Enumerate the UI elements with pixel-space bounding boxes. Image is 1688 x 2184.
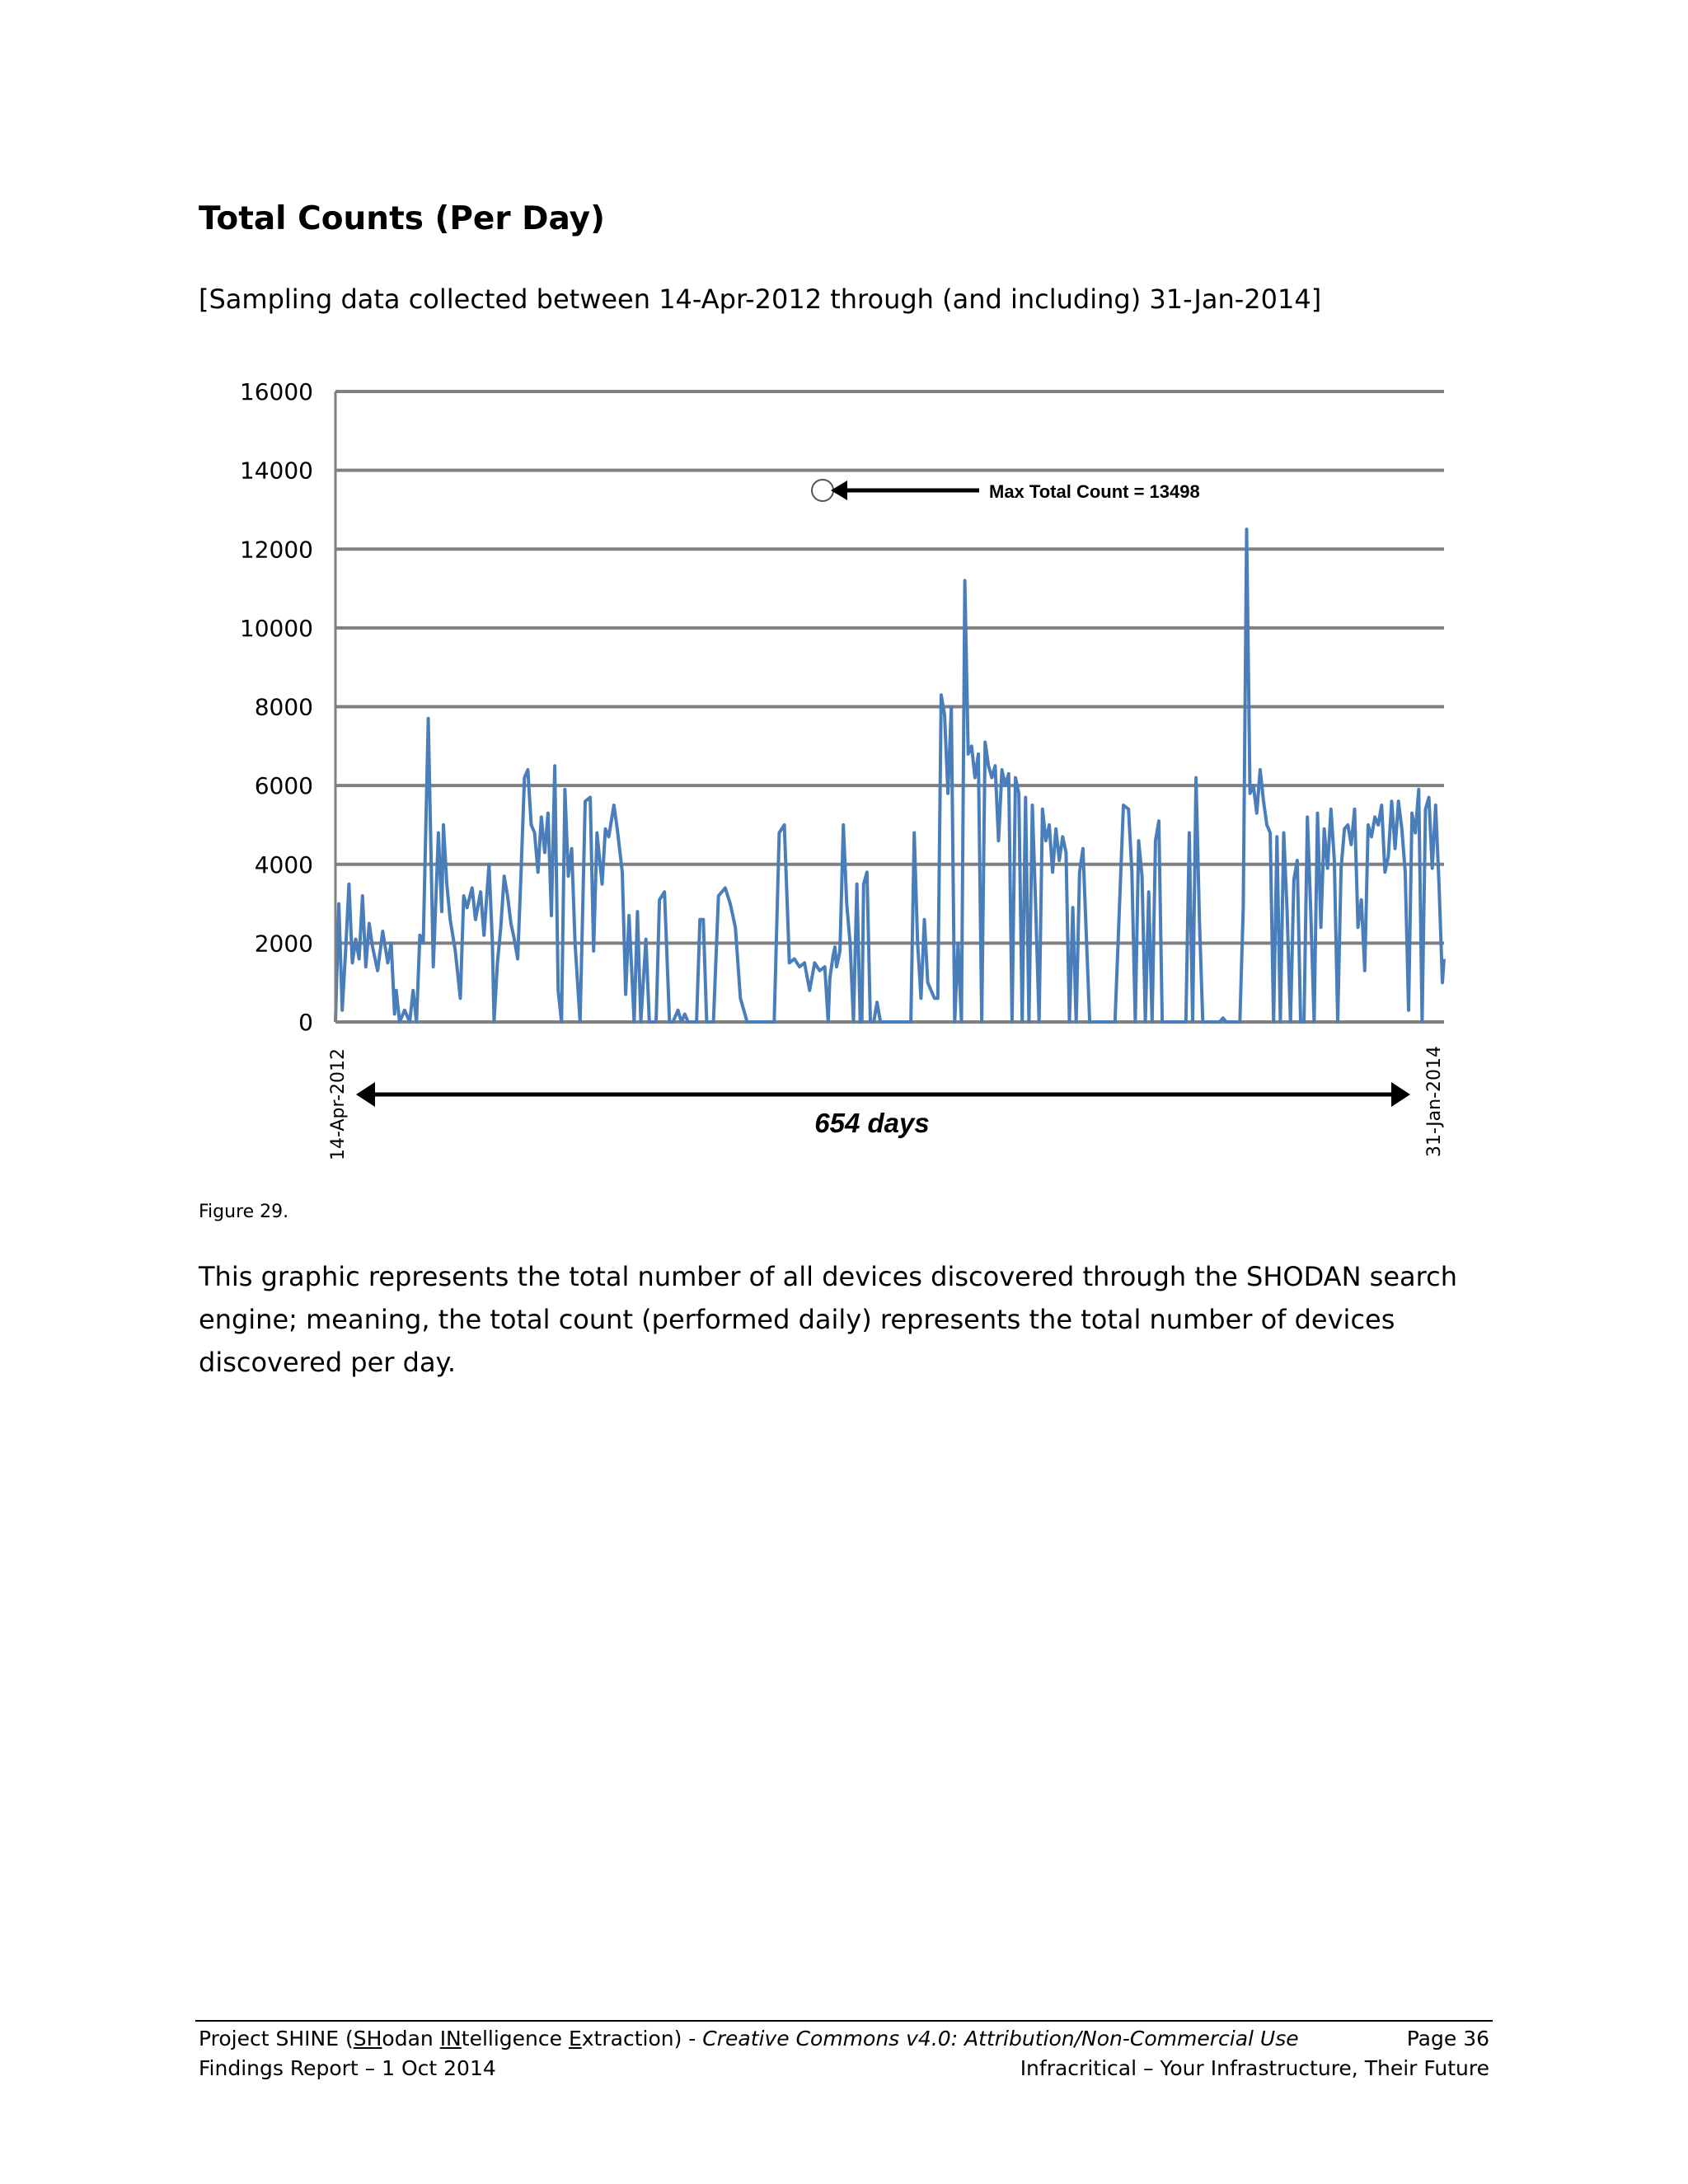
footer-report-date: Findings Report – 1 Oct 2014	[199, 2056, 496, 2080]
y-tick-label: 16000	[239, 378, 313, 405]
footer-page-number: Page 36	[1406, 2027, 1489, 2050]
span-arrowhead-left	[356, 1082, 375, 1107]
y-tick-label: 14000	[239, 457, 313, 485]
y-tick-label: 2000	[254, 930, 313, 958]
y-tick-label: 0	[298, 1009, 313, 1036]
footer-tagline: Infracritical – Your Infrastructure, Their Future	[1020, 2056, 1489, 2080]
y-tick-label: 8000	[254, 693, 313, 721]
footer-project-title: Project SHINE (SHodan INtelligence Extraction) - Creative Commons v4.0: Attribution/Non-Commercial Use	[199, 2027, 1299, 2050]
y-tick-label: 12000	[239, 536, 313, 564]
y-tick-label: 4000	[254, 851, 313, 879]
figure-description: This graphic represents the total number of all devices discovered through the SHODAN search engine; meaning, the total count (performed daily) represents the total number of devices discovered per day.	[199, 1261, 1457, 1378]
y-tick-label: 6000	[254, 772, 313, 800]
max-point-marker	[812, 480, 833, 501]
x-start-label: 14-Apr-2012	[328, 1047, 349, 1160]
footer-line-1	[199, 2027, 1489, 2050]
section-heading: Total Counts (Per Day)	[199, 200, 605, 237]
footer-license: Creative Commons v4.0: Attribution/Non-Commercial Use	[702, 2027, 1299, 2050]
span-annotation-label: 654 days	[814, 1108, 930, 1138]
x-end-label: 31-Jan-2014	[1424, 1046, 1445, 1157]
figure-caption: Figure 29.	[199, 1202, 289, 1222]
series-line-total-count	[335, 529, 1444, 1022]
footer-line-2	[199, 2056, 1489, 2080]
sampling-period-note: [Sampling data collected between 14-Apr-2012 through (and including) 31-Jan-2014]	[199, 284, 1322, 315]
y-tick-label: 10000	[239, 614, 313, 642]
footer-divider	[195, 2020, 1493, 2022]
span-arrowhead-right	[1391, 1082, 1410, 1107]
y-tick-labels	[240, 378, 313, 1036]
max-annotation-label: Max Total Count = 13498	[989, 481, 1200, 502]
max-annotation-arrowhead	[831, 480, 847, 500]
